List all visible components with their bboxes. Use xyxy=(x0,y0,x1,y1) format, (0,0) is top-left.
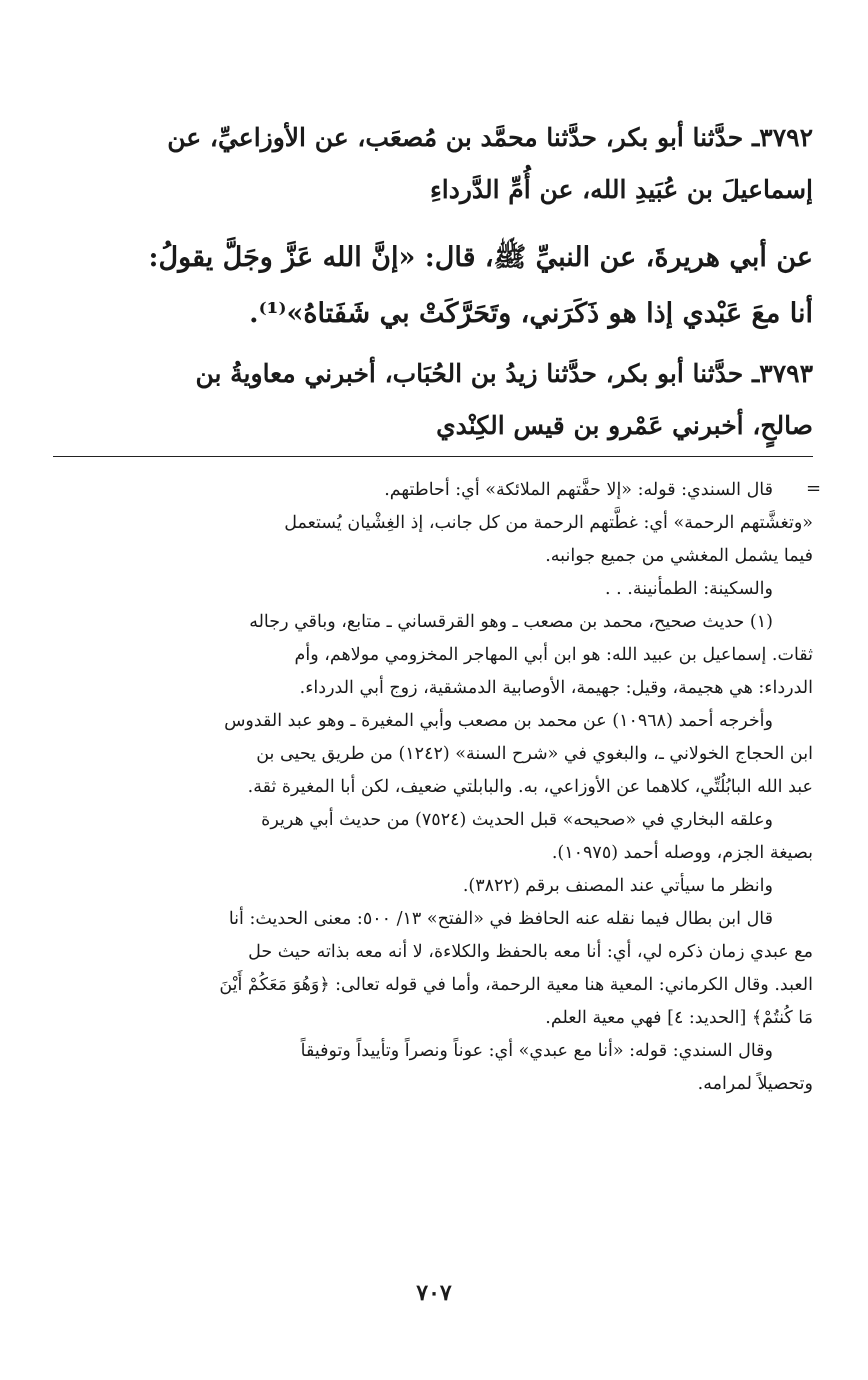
footnote-line: بصيغة الجزم، ووصله أحمد (١٠٩٧٥). xyxy=(551,843,813,863)
footnote-line: (١) حديث صحيح، محمد بن مصعب ـ وهو القرقساني ـ متابع، وباقي رجاله xyxy=(249,612,773,632)
hadith-3792-matn xyxy=(88,230,813,342)
footnote-line: وأخرجه أحمد (١٠٩٦٨) عن محمد بن مصعب وأبي المغيرة ـ وهو عبد القدوس xyxy=(224,711,773,731)
page-number: ٧٠٧ xyxy=(416,1280,452,1306)
footnote-line: عبد الله البابُلُتِّي، كلاهما عن الأوزاعي، به. والبابلتي ضعيف، لكن أبا المغيرة ثقة. xyxy=(247,777,813,797)
footnote-line: ابن الحجاج الخولاني ـ، والبغوي في «شرح السنة» (١٢٤٢) من طريق يحيى بن xyxy=(256,744,813,764)
text-line: إسماعيلَ بن عُبَيدِ الله، عن أُمِّ الدَّرداءِ xyxy=(430,175,813,204)
footnote-line: قال ابن بطال فيما نقله عنه الحافظ في «الفتح» ١٣/ ٥٠٠: معنى الحديث: أنا xyxy=(228,909,773,929)
footnote-line: فيما يشمل المغشي من جميع جوانبه. xyxy=(545,546,813,566)
footnote-line: والسكينة: الطمأنينة. . . xyxy=(605,579,773,599)
footnote-line: قال السندي: قوله: «إلا حفَّتهم الملائكة» أي: أحاطتهم. xyxy=(384,480,773,500)
footnote-line: مع عبدي زمان ذكره لي، أي: أنا معه بالحفظ والكلاءة، لا أنه معه بذاته حيث حل xyxy=(248,942,813,962)
text-line: ٣٧٩٣ـ حدَّثنا أبو بكر، حدَّثنا زيدُ بن الحُبَاب، أخبرني معاويةُ بن xyxy=(195,359,813,388)
footnotes xyxy=(88,474,813,1101)
continuation-mark: = xyxy=(806,478,822,499)
footnote-line: مَا كُنتُمْ﴾ [الحديد: ٤] فهي معية العلم. xyxy=(545,1008,813,1028)
hadith-3793-isnad xyxy=(88,348,813,452)
footnote-line: ثقات. إسماعيل بن عبيد الله: هو ابن أبي المهاجر المخزومي مولاهم، وأم xyxy=(294,645,813,665)
footnote-line: الدرداء: هي هجيمة، وقيل: جهيمة، الأوصابية الدمشقية، زوج أبي الدرداء. xyxy=(299,678,813,698)
footnote-separator xyxy=(53,456,813,457)
footnote-line: وقال السندي: قوله: «أنا مع عبدي» أي: عوناً ونصراً وتأييداً وتوفيقاً xyxy=(300,1041,773,1061)
footnote-line: العبد. وقال الكرماني: المعية هنا معية الرحمة، وأما في قوله تعالى: ﴿وَهُوَ مَعَكُمْ أَيْنَ xyxy=(219,975,813,995)
text-line: ٣٧٩٢ـ حدَّثنا أبو بكر، حدَّثنا محمَّد بن مُصعَب، عن الأوزاعيِّ، عن xyxy=(167,123,813,152)
footnote-line: وانظر ما سيأتي عند المصنف برقم (٣٨٢٢). xyxy=(462,876,773,896)
text-line: عن أبي هريرةَ، عن النبيِّ ﷺ، قال: «إنَّ الله عَزَّ وجَلَّ يقولُ: xyxy=(148,242,813,273)
footnote-line: وتحصيلاً لمرامه. xyxy=(697,1074,813,1094)
text-line: صالحٍ، أخبرني عَمْرو بن قيس الكِنْدي xyxy=(436,411,813,440)
footnote-line: وعلقه البخاري في «صحيحه» قبل الحديث (٧٥٢٤) من حديث أبي هريرة xyxy=(261,810,773,830)
footnote-line: «وتغشَّتهم الرحمة» أي: غطَّتهم الرحمة من كل جانب، إذ الغِشْيان يُستعمل xyxy=(284,513,813,533)
text-line: أنا معَ عَبْدي إذا هو ذَكَرَني، وتَحَرَّكَتْ بي شَفَتاهُ»⁽¹⁾. xyxy=(249,298,813,329)
hadith-3792-isnad xyxy=(88,112,813,216)
